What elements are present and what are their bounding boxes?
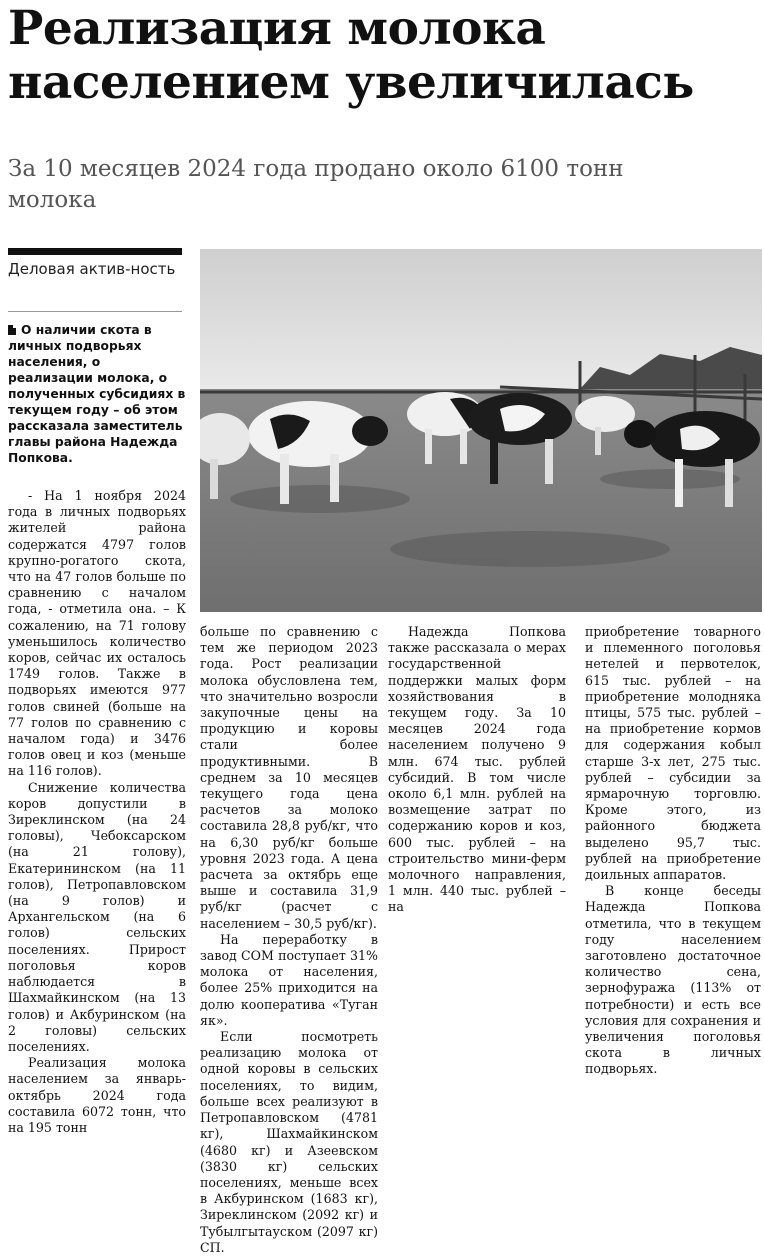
paragraph: Снижение количества коров допустили в Зиреклинском (на 24 головы), Чебоксарском (на 21 голову), Екатерининском (на 11 голов), Петропавловском (на 9 голов) и Архангельском (на 6 голов) сельских поселениях. Прирост поголовья коров наблюдается в Шахмайкинском (на 13 голов) и Акбуринском (на 2 головы) сельских поселениях. [8,779,186,1054]
paragraph: Надежда Попкова также рассказала о мерах государственной поддержки малых форм хозяйствования в текущем году. За 10 месяцев 2024 года населением получено 9 млн. 674 тыс. рублей субсидий. В том числе около 6,1 млн. рублей на возмещение затрат по содержанию коров и коз, 600 тыс. рублей – на строительство мини-ферм молочного направления, 1 млн. 440 тыс. рублей – на [388,624,566,915]
subheadline: За 10 месяцев 2024 года продано около 6100 тонн молока [8,156,624,213]
column-4 [585,624,761,1078]
paragraph: Реализация молока населением за январь-октябрь 2024 года составила 6072 тонн, что на 195 тонн [8,1055,186,1135]
lead-text: О наличии скота в личных подворьях населения, о реализации молока, о полученных субсидиях в текущем году – об этом рассказала заместитель главы района Надежда Попкова. [8,323,186,465]
paragraph: - На 1 ноября 2024 года в личных подворьях жителей района содержатся 4797 голов крупно-рогатого скота, что на 47 голов больше по сравнению с началом года, - отметила она. – К сожалению, на 71 голову уменьшилось количество коров, сейчас их осталось 1749 голов. Также в подворьях имеются 977 голов свиней (больше на 77 голов по сравнению с началом года) и 3476 голов овец и коз (меньше на 116 голов). [8,488,186,779]
column-2 [200,624,378,1256]
headline: Реализация молока населением увеличилась [8,1,694,110]
lead-paragraph [8,322,186,466]
rubric-label: Деловая актив-ность [8,260,176,278]
paragraph: приобретение товарного и племенного поголовья нетелей и первотелок, 615 тыс. рублей – на приобретение молодняка птицы, 575 тыс. рублей – на приобретение кормов для содержания кобыл старше 3-х лет, 275 тыс. рублей – субсидии за ярмарочную торговлю. Кроме этого, из районного бюджета выделено 95,7 тыс. рублей на приобретение доильных аппаратов. [585,624,761,883]
paragraph: В конце беседы Надежда Попкова отметила, что в текущем году населением заготовлено достаточное количество сена, зернофуража (113% от потребности) и есть все условия для сохранения и увеличения поголовья скота в личных подворьях. [585,883,761,1077]
paragraph: больше по сравнению с тем же периодом 2023 года. Рост реализации молока обусловлена тем, что значительно возросли закупочные цены на продукцию и коровы стали более продуктивными. В среднем за 10 месяцев текущего года цена расчетов за молоко составила 28,8 руб/кг, что на 6,30 руб/кг больше уровня 2023 года. А цена расчета за октябрь еще выше и составила 31,9 руб/кг (расчет с населением – 30,5 руб/кг). [200,624,378,931]
rubric-divider [8,311,182,312]
paragraph: Если посмотреть реализацию молока от одной коровы в сельских поселениях, то видим, больше всех реализуют в Петропавловском (4781 кг), Шахмайкинском (4680 кг) и Азеевском (3830 кг) сельских поселениях, меньше всех в Акбуринском (1683 кг), Зиреклинском (2092 кг) и Тубылгытауском (2097 кг) СП. [200,1029,378,1255]
paragraph: На переработку в завод СОМ поступает 31% молока от населения, более 25% приходится на долю кооператива «Туган як». [200,931,378,1028]
rubric-bar [8,248,182,255]
column-1 [8,322,186,1136]
document-icon [8,325,16,335]
cattle-photo [200,249,762,612]
column-3 [388,624,566,916]
